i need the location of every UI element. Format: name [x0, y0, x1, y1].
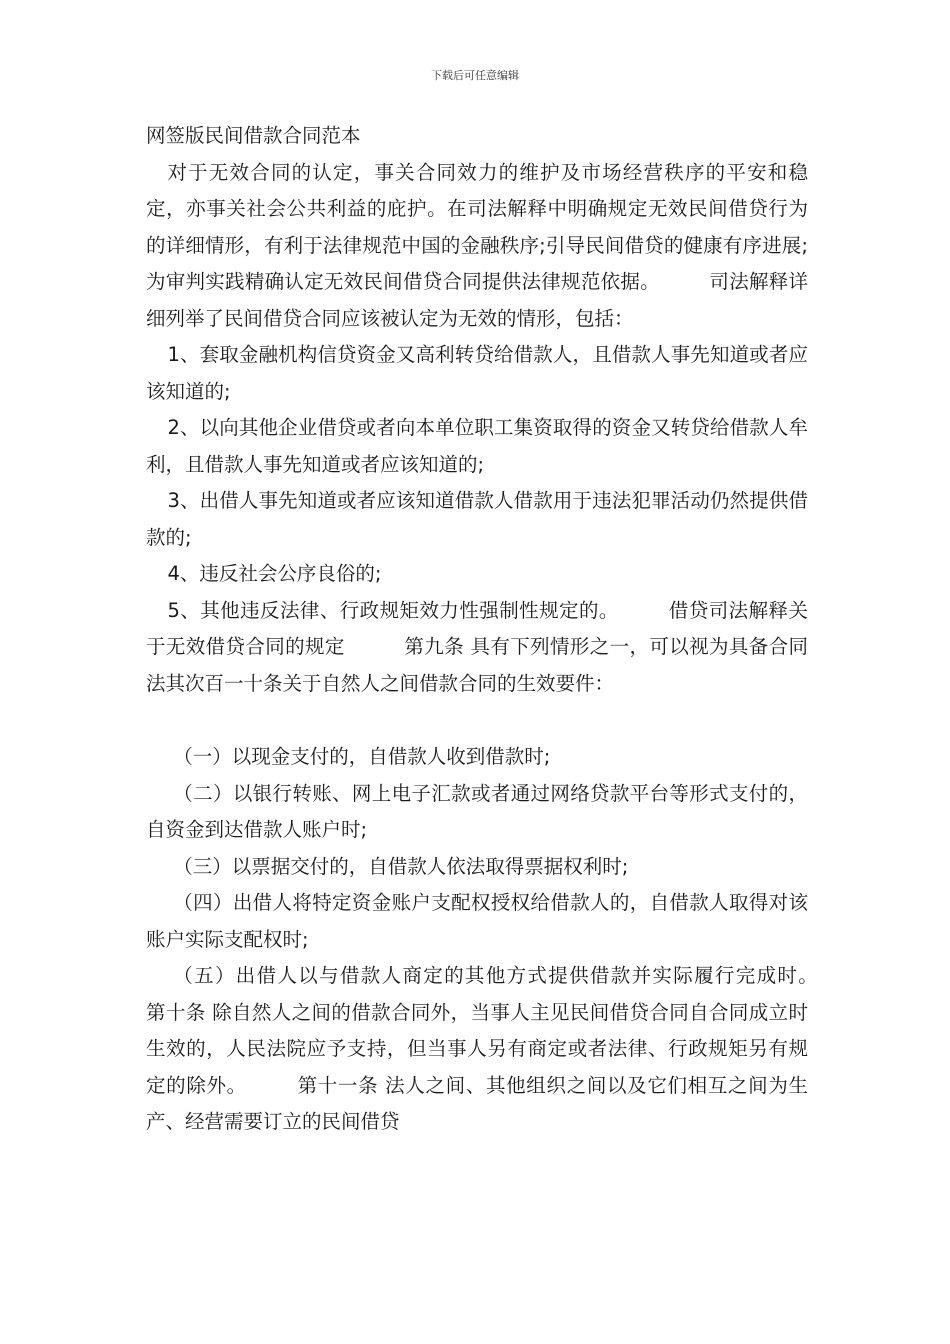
- page-header: 下载后可任意编辑: [431, 69, 519, 82]
- clause-3: （三）以票据交付的，自借款人依法取得票据权利时;: [173, 854, 629, 878]
- list-item-3: 3、出借人事先知道或者应该知道借款人借款用于违法犯罪活动仍然提供借款的;: [146, 489, 808, 549]
- list-item-5: 5、其他违反法律、行政规矩效力性强制性规定的。 借贷司法解释关于无效借贷合同的规定 第九条 具有下列情形之一，可以视为具备合同法其次百一十条关于自然人之间借款合同的生效要件：: [146, 598, 808, 695]
- blank-line: [146, 702, 808, 739]
- clause-4: （四）出借人将特定资金账户支配权授权给借款人的，自借款人取得对该账户实际支配权时;: [146, 891, 808, 951]
- paragraph-intro: 对于无效合同的认定，事关合同效力的维护及市场经营秩序的平安和稳定，亦事关社会公共利益的庇护。在司法解释中明确规定无效民间借贷行为的详细情形，有利于法律规范中国的金融秩序;引导民间借贷的健康有序进展;为审判实践精确认定无效民间借贷合同提供法律规范依据。 司法解释详细列举了民间借贷合同应该被认定为无效的情形，包括：: [146, 160, 808, 330]
- clause-2: （二）以银行转账、网上电子汇款或者通过网络贷款平台等形式支付的，自资金到达借款人账户时;: [146, 781, 808, 841]
- list-item-4: 4、违反社会公序良俗的;: [167, 562, 382, 585]
- list-item-1: 1、套取金融机构信贷资金又高利转贷给借款人，且借款人事先知道或者应该知道的;: [146, 343, 808, 403]
- clause-5: （五）出借人以与借款人商定的其他方式提供借款并实际履行完成时。 第十条 除自然人之间的借款合同外，当事人主见民间借贷合同自合同成立时生效的，人民法院应予支持，但当事人另有商定或者法律、行政规矩另有规定的除外。 第十一条 法人之间、其他组织之间以及它们相互之间为生产、经营需要订立的民间借贷: [146, 964, 867, 1133]
- document-body: [146, 118, 867, 1141]
- list-item-2: 2、以向其他企业借贷或者向本单位职工集资取得的资金又转贷给借款人牟利，且借款人事先知道或者应该知道的;: [146, 416, 808, 476]
- document-title: 网签版民间借款合同范本: [146, 124, 361, 147]
- clause-1: （一）以现金支付的，自借款人收到借款时;: [173, 745, 551, 768]
